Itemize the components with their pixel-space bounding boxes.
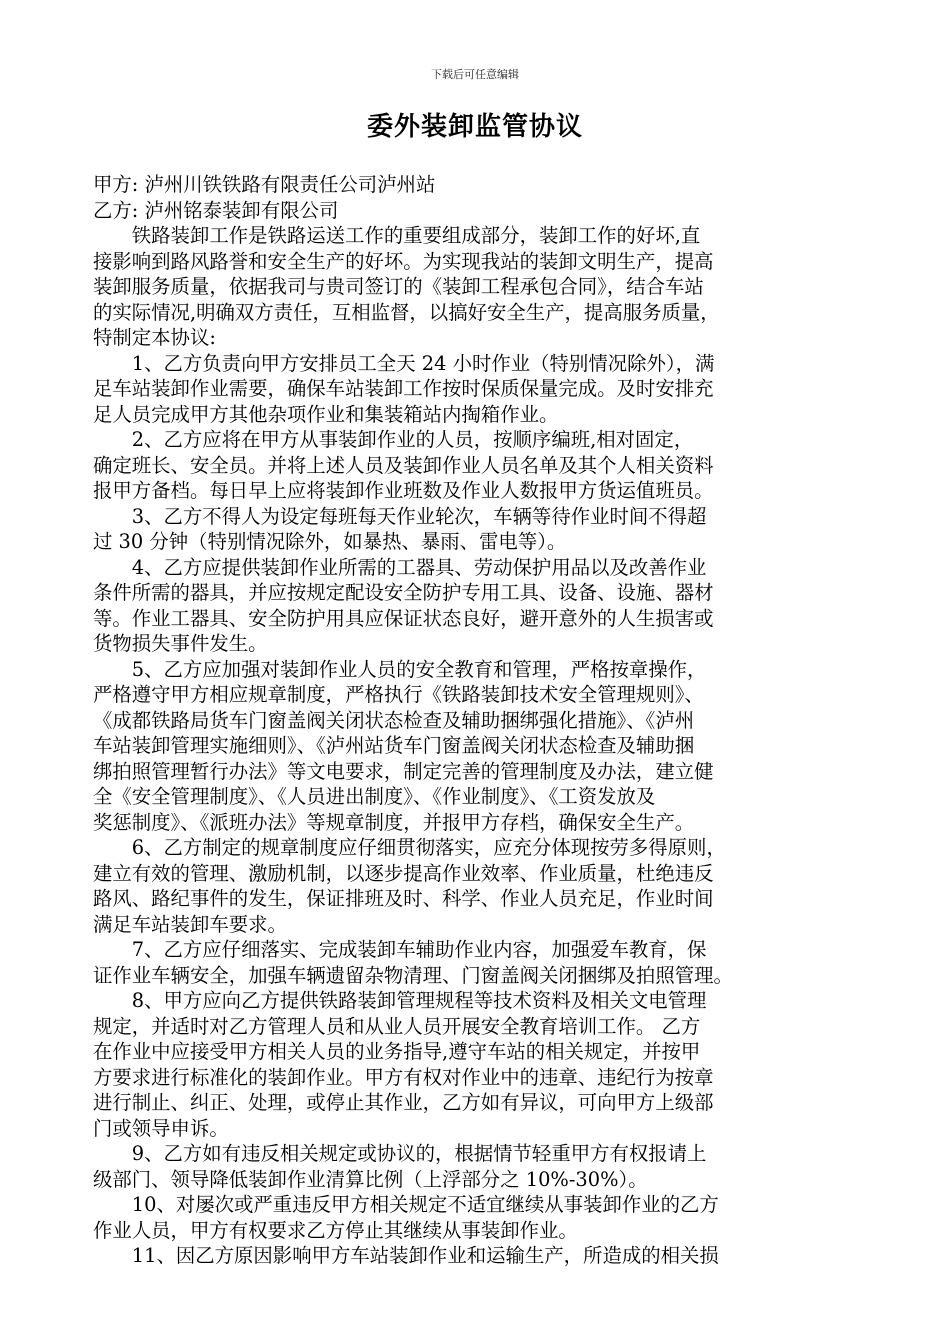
text-line: 奖惩制度》、《派班办法》等规章制度，并报甲方存档，确保安全生产。 — [93, 810, 695, 834]
clause-paragraph — [93, 555, 857, 657]
clause-paragraph — [93, 988, 857, 1141]
text-line: 货物损失事件发生。 — [93, 632, 268, 655]
header-note: 下载后可任意编辑 — [431, 68, 519, 81]
text-line: 条件所需的器具，并应按规定配设安全防护专用工具、设备、设施、器材 — [93, 581, 714, 604]
text-line: 7、乙方应仔细落实、完成装卸车辅助作业内容，加强爱车教育，保 — [93, 938, 707, 961]
text-line: 建立有效的管理、激励机制，以逐步提高作业效率、作业质量，杜绝违反 — [93, 861, 714, 885]
document-title: 委外装卸监管协议 — [366, 112, 583, 142]
text-line: 《成都铁路局货车门窗盖阀关闭状态检查及辅助捆绑强化措施》、《泸州 — [93, 708, 695, 732]
text-line: 级部门、领导降低装卸作业清算比例（上浮部分之 10%-30%）。 — [93, 1167, 648, 1191]
preamble-paragraph — [93, 223, 857, 351]
text-line: 的实际情况,明确双方责任，互相监督，以搞好安全生产，提高服务质量， — [93, 300, 720, 324]
clause-paragraph — [93, 937, 857, 988]
text-line: 方要求进行标准化的装卸作业。甲方有权对作业中的违章、违纪行为按章 — [93, 1065, 714, 1089]
clause-paragraph — [93, 835, 857, 937]
clause-paragraph — [93, 657, 857, 836]
text-line: 严格遵守甲方相应规章制度，严格执行《铁路装卸技术安全管理规则》、 — [93, 683, 704, 706]
text-line: 进行制止、纠正、处理，或停止其作业，乙方如有异议，可向甲方上级部 — [93, 1091, 714, 1114]
text-line: 路风、路纪事件的发生，保证排班及时、科学、作业人员充足，作业时间 — [93, 887, 714, 910]
text-line: 车站装卸管理实施细则》、《泸州站货车门窗盖阀关闭状态检查及辅助捆 — [93, 734, 695, 757]
text-line: 2、乙方应将在甲方从事装卸作业的人员，按顺序编班,相对固定， — [93, 428, 694, 451]
text-line: 足人员完成甲方其他杂项作业和集装箱站内掏箱作业。 — [93, 402, 559, 426]
clauses — [93, 223, 857, 1269]
text-line: 9、乙方如有违反相关规定或协议的，根据情节轻重甲方有权报请上 — [93, 1142, 707, 1165]
text-line: 规定，并适时对乙方管理人员和从业人员开展安全教育培训工作。 乙方 — [93, 1014, 701, 1038]
clause-paragraph — [93, 1192, 857, 1243]
text-line: 11、因乙方原因影响甲方车站装卸作业和运输生产，所造成的相关损 — [93, 1244, 719, 1267]
clause-paragraph — [93, 351, 857, 428]
text-line: 5、乙方应加强对装卸作业人员的安全教育和管理，严格按章操作， — [93, 657, 707, 681]
party-a: 甲方: 泸州川铁铁路有限责任公司泸州站 — [93, 173, 436, 196]
text-line: 4、乙方应提供装卸作业所需的工器具、劳动保护用品以及改善作业 — [93, 555, 707, 579]
text-line: 1、乙方负责向甲方安排员工全天 24 小时作业（特别情况除外），满 — [93, 351, 715, 375]
text-line: 10、对屡次或严重违反甲方相关规定不适宜继续从事装卸作业的乙方 — [93, 1193, 719, 1216]
document-body — [93, 172, 857, 1269]
text-line: 门或领导申诉。 — [93, 1116, 229, 1140]
clause-paragraph — [93, 427, 857, 504]
clause-paragraph — [93, 1243, 857, 1269]
text-line: 特制定本协议: — [93, 326, 216, 349]
text-line: 接影响到路风路誉和安全生产的好坏。为实现我站的装卸文明生产，提高 — [93, 249, 714, 273]
text-line: 作业人员，甲方有权要求乙方停止其继续从事装卸作业。 — [93, 1218, 578, 1242]
text-line: 6、乙方制定的规章制度应仔细贯彻落实，应充分体现按劳多得原则， — [93, 836, 726, 859]
clause-paragraph — [93, 1141, 857, 1192]
text-line: 过 30 分钟（特别情况除外，如暴热、暴雨、雷电等）。 — [93, 530, 567, 553]
text-line: 铁路装卸工作是铁路运送工作的重要组成部分，装卸工作的好坏,直 — [93, 224, 701, 247]
text-line: 确定班长、安全员。并将上述人员及装卸作业人员名单及其个人相关资料 — [93, 453, 714, 477]
text-line: 3、乙方不得人为设定每班每天作业轮次，车辆等待作业时间不得超 — [93, 504, 707, 528]
text-line: 足车站装卸作业需要，确保车站装卸工作按时保质保量完成。及时安排充 — [93, 377, 714, 400]
text-line: 全《安全管理制度》、《人员进出制度》、《作业制度》、《工资发放及 — [93, 785, 656, 808]
text-line: 等。作业工器具、安全防护用具应保证状态良好，避开意外的人生损害或 — [93, 606, 714, 630]
text-line: 满足车站装卸车要求。 — [93, 912, 287, 936]
text-line: 在作业中应接受甲方相关人员的业务指导,遵守车站的相关规定，并按甲 — [93, 1040, 701, 1063]
party-b: 乙方: 泸州铭泰装卸有限公司 — [93, 198, 339, 222]
clause-paragraph — [93, 504, 857, 555]
text-line: 装卸服务质量，依据我司与贵司签订的《装卸工程承包合同》，结合车站 — [93, 275, 704, 298]
text-line: 绑拍照管理暂行办法》等文电要求，制定完善的管理制度及办法，建立健 — [93, 759, 714, 783]
text-line: 8、甲方应向乙方提供铁路装卸管理规程等技术资料及相关文电管理 — [93, 989, 707, 1012]
text-line: 证作业车辆安全，加强车辆遗留杂物清理、门窗盖阀关闭捆绑及拍照管理。 — [93, 963, 733, 987]
text-line: 报甲方备档。每日早上应将装卸作业班数及作业人数报甲方货运值班员。 — [93, 479, 714, 502]
